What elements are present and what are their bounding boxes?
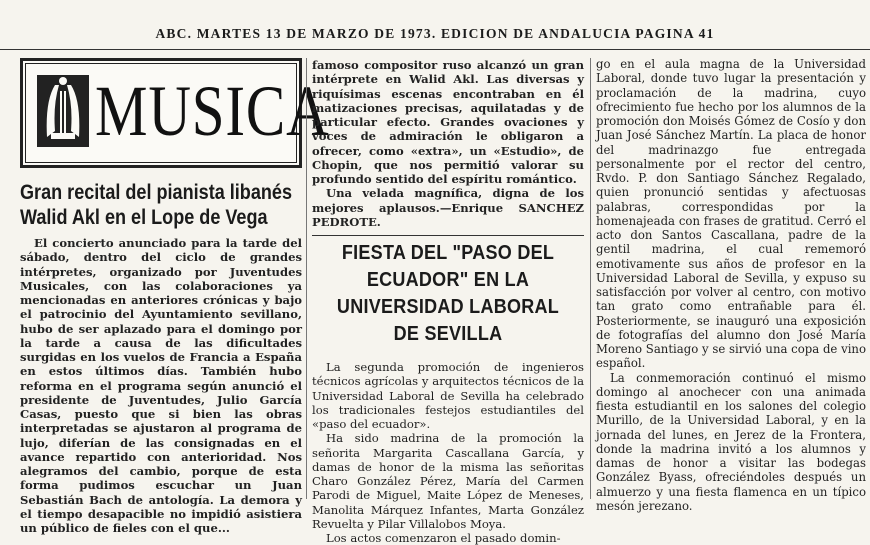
music-section-banner (20, 58, 330, 168)
article2-paragraph: Los actos comenzaron el pasado domin- (326, 531, 561, 545)
article2-headline: FIESTA DEL "PASO DEL ECUADOR" EN LA UNIVERSIDAD LABORAL DE SEVILLA (336, 242, 560, 345)
section-title: MUSICA (95, 71, 330, 151)
article2-paragraph: La segunda promoción de ingenieros técnicos agrícolas y arquitectos técnicos de la Universidad Laboral de Sevilla ha celebrado los tradicionales festejos estudiantiles del «paso del ecuador». (312, 360, 584, 431)
column-divider (306, 58, 307, 499)
column-middle (312, 58, 584, 545)
column-right (596, 57, 866, 513)
article1-closing: Una velada magnífica, digna de los mejores aplausos.—Enrique SANCHEZ PEDROTE. (312, 186, 584, 229)
column-divider (590, 58, 591, 499)
article2-paragraph: La conmemoración continuó el mismo domingo al anochecer con una animada fiesta estudiantil en los salones del colegio Murillo, de la Universidad Laboral, y en la jornada del lunes, en Jerez de la Frontera, donde la madrina invitó a los alumnos y damas de honor a visitar las bodegas González Byass, ofreciéndoles después un almuerzo y una fiesta flamenca en un típico mesón jerezano. (596, 370, 866, 513)
column-left (20, 58, 330, 535)
masthead: ABC. MARTES 13 DE MARZO DE 1973. EDICION DE ANDALUCIA PAGINA 41 (155, 26, 715, 41)
article2-paragraph: Ha sido madrina de la promoción la señorita Margarita Cascallana García, y damas de honor de la misma las señoritas Charo González Pérez, María del Carmen Parodi de Miguel, Maite López de Meneses, Manolita Márquez Infantes, Marta González Revuelta y Pilar Villalobos Moya. (312, 431, 584, 531)
article-separator (312, 235, 584, 236)
article1-headline: Gran recital del pianista libanés Walid Akl en el Lope de Vega (20, 181, 293, 229)
article2-continued: go en el aula magna de la Universidad Laboral, donde tuvo lugar la presentación y proclamación de la madrina, cuyo ofrecimiento fue hecho por los alumnos de la promoción don Moisés Gómez de Cosío y don Juan José Sánchez Martín. La placa de honor del madrinazgo fue entregada personalmente por el rector del centro, Rvdo. P. don Santiago Sánchez Regalado, quien pronunció sentidas y afectuosas palabras, correspondidas por la homenajeada con frases de gratitud. Cerró el acto don Santos Cascallana, padre de la gentil madrina, el cual rememoró emotivamente sus años de profesor en la Universidad Laboral de Sevilla, y expuso su satisfacción por volver al centro, con motivo tan grato como entrañable para él. Posteriormente, se inauguró una exposición de fotografías del alumno don José María Moreno Santiago y se sirvió una copa de vino español. (596, 57, 866, 371)
masthead-rule (0, 49, 870, 50)
article1-continued: famoso compositor ruso alcanzó un gran intérprete en Walid Akl. Las diversas y riquísimas escenas encontraban en él matizaciones precisas, aquilatadas y de particular efecto. Grandes ovaciones y voces de admiración le obligaron a ofrecer, como «extra», un «Estudio», de Chopin, que nos permitió valorar su profundo sentido del espíritu romántico. (312, 58, 584, 186)
article1-paragraph: El concierto anunciado para la tarde del sábado, dentro del ciclo de grandes intérpretes, organizado por Juventudes Musicales, con las colaboraciones ya mencionadas en anteriores crónicas y bajo el patrocinio del Ayuntamiento sevillano, hubo de ser aplazado para el domingo por la tarde a causa de las dificultades surgidas en los vuelos de Francia a España en estos últimos días. También hubo reforma en el programa según anunció el presidente de Juventudes, Julio García Casas, puesto que si bien las obras interpretadas se ajustaron al programa de lujo, diferían de las consignadas en el avance repartido con anterioridad. Nos alegramos del cambio, porque de esta forma pudimos escuchar un Juan Sebastián Bach de antología. La demora y el tiempo desapacible no impidió asistiera un público de fieles con el que... (20, 236, 302, 535)
lyre-icon (33, 71, 93, 151)
